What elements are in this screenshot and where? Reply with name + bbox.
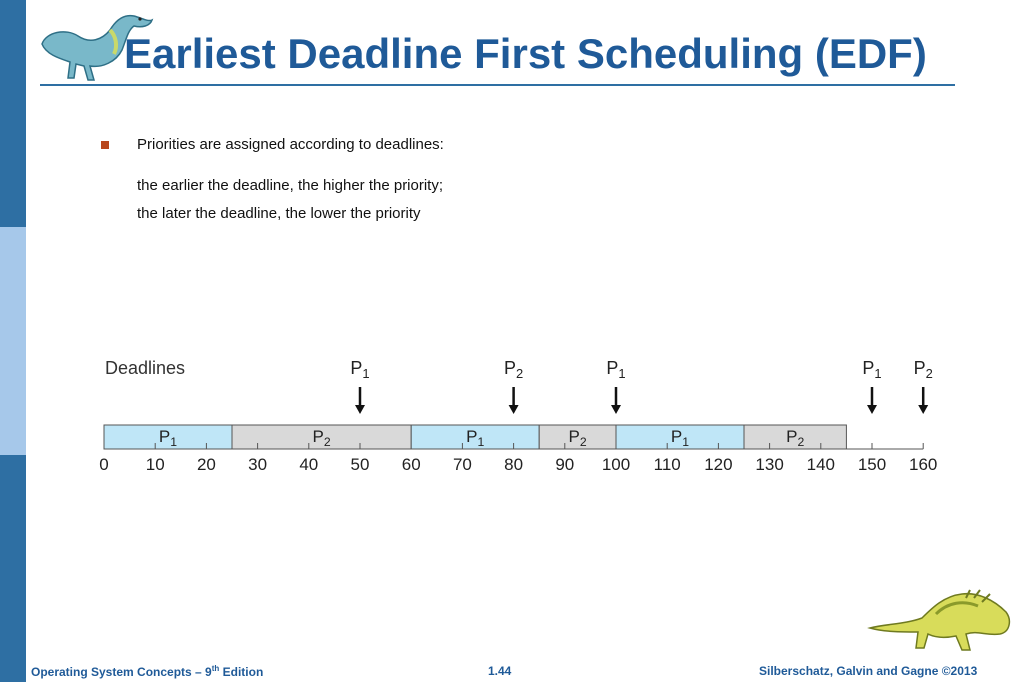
left-accent-bar — [0, 0, 26, 227]
deadline-arrowhead-3 — [867, 405, 877, 414]
deadline-arrowhead-0 — [355, 405, 365, 414]
segment-label-3: $P_2$ — [568, 427, 587, 449]
segment-label-0: $P_1$ — [158, 427, 178, 449]
deadline-label-2: $P_1$ — [606, 358, 626, 381]
tick-label-8: 80 — [504, 455, 524, 474]
edf-timeline-diagram — [90, 350, 960, 480]
tick-label-15: 150 — [857, 455, 887, 474]
tick-label-6: 60 — [401, 455, 421, 474]
deadlines-label: Deadlines — [105, 358, 186, 378]
left-accent-bar-light — [0, 227, 26, 455]
tick-label-7: 70 — [452, 455, 472, 474]
footer-edition: Edition — [219, 665, 264, 679]
footer-sup: th — [211, 664, 220, 673]
bullet-icon — [101, 141, 109, 149]
tick-label-5: 50 — [350, 455, 370, 474]
tick-label-10: 100 — [601, 455, 631, 474]
dinosaur-bottom-icon — [866, 584, 1016, 654]
tick-label-14: 140 — [806, 455, 835, 474]
segment-label-4: $P_1$ — [670, 427, 690, 449]
tick-label-1: 10 — [145, 455, 165, 474]
deadline-label-1: $P_2$ — [503, 358, 524, 381]
segment-label-2: $P_1$ — [466, 427, 485, 449]
tick-label-12: 120 — [704, 455, 733, 474]
tick-label-3: 30 — [248, 455, 268, 474]
tick-label-16: 160 — [909, 455, 938, 474]
bullet-text: Priorities are assigned according to deadlines: — [137, 136, 444, 153]
deadline-label-0: $P_1$ — [350, 358, 370, 381]
footer-left — [31, 664, 263, 679]
deadline-arrowhead-2 — [611, 405, 621, 414]
tick-label-9: 90 — [555, 455, 575, 474]
tick-label-0: 0 — [99, 455, 109, 474]
body-line-2: the later the deadline, the lower the priority — [137, 205, 421, 222]
deadline-arrowhead-4 — [918, 405, 928, 414]
tick-label-4: 40 — [299, 455, 319, 474]
page-number: 1.44 — [488, 664, 512, 678]
tick-label-13: 130 — [755, 455, 784, 474]
footer-right: Silberschatz, Galvin and Gagne ©2013 — [759, 664, 978, 678]
footer-title: Operating System Concepts – 9 — [31, 665, 212, 679]
deadline-label-3: $P_1$ — [862, 358, 882, 381]
body-line-1: the earlier the deadline, the higher the priority; — [137, 177, 444, 194]
page-title: Earliest Deadline First Scheduling (EDF) — [124, 30, 927, 77]
left-accent-bar-lower — [0, 455, 26, 682]
tick-label-11: 110 — [653, 455, 681, 474]
segment-label-5: $P_2$ — [786, 427, 805, 449]
deadline-arrowhead-1 — [509, 405, 519, 414]
title-divider — [40, 84, 955, 86]
deadline-label-4: $P_2$ — [913, 358, 933, 381]
tick-label-2: 20 — [196, 455, 216, 474]
segment-label-1: $P_2$ — [312, 427, 331, 449]
